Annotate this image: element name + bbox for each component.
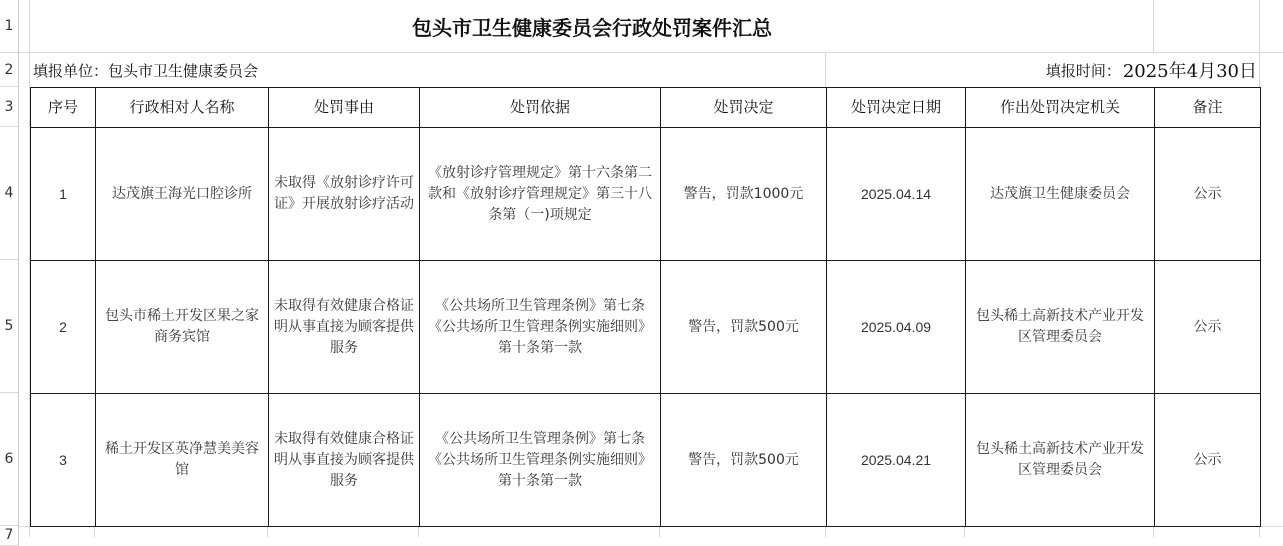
cases-table <box>30 87 1261 527</box>
row-header-6[interactable]: 6 <box>0 393 19 526</box>
cell-date[interactable]: 2025.04.14 <box>827 128 966 261</box>
cell-decision[interactable]: 警告，罚款1000元 <box>661 128 827 261</box>
table-row <box>31 261 1261 394</box>
gridline <box>1259 527 1260 537</box>
cell-reason[interactable]: 未取得《放射诊疗许可证》开展放射诊疗活动 <box>269 128 420 261</box>
cell-reason[interactable]: 未取得有效健康合格证明从事直接为顾客提供服务 <box>269 261 420 394</box>
row-header-4[interactable]: 4 <box>0 127 19 260</box>
table-row <box>31 128 1261 261</box>
cell-no[interactable]: 1 <box>31 128 96 261</box>
cell-remark[interactable]: 公示 <box>1155 128 1261 261</box>
cell-no[interactable]: 2 <box>31 261 96 394</box>
cell-basis[interactable]: 《公共场所卫生管理条例》第七条《公共场所卫生管理条例实施细则》第十条第一款 <box>420 394 661 527</box>
fill-time-cell[interactable] <box>1046 53 1257 87</box>
cell-remark[interactable]: 公示 <box>1155 394 1261 527</box>
cell-authority[interactable]: 包头稀土高新技术产业开发区管理委员会 <box>966 261 1155 394</box>
cell-date[interactable]: 2025.04.21 <box>827 394 966 527</box>
row-header-1[interactable]: 1 <box>0 0 19 53</box>
header-cell-remark[interactable]: 备注 <box>1155 88 1261 128</box>
cell-authority[interactable]: 达茂旗卫生健康委员会 <box>966 128 1155 261</box>
gridline <box>1259 0 1260 52</box>
row-header-3[interactable]: 3 <box>0 87 19 127</box>
gridline <box>659 527 660 537</box>
cell-authority[interactable]: 包头稀土高新技术产业开发区管理委员会 <box>966 394 1155 527</box>
gridline <box>825 53 826 87</box>
header-cell-date[interactable]: 处罚决定日期 <box>827 88 966 128</box>
gridline <box>964 527 965 537</box>
header-cell-decision[interactable]: 处罚决定 <box>661 88 827 128</box>
cell-decision[interactable]: 警告，罚款500元 <box>661 261 827 394</box>
fill-unit-cell[interactable]: 填报单位：包头市卫生健康委员会 <box>33 61 259 80</box>
cell-remark[interactable]: 公示 <box>1155 261 1261 394</box>
gridline <box>1153 527 1154 537</box>
header-cell-name[interactable]: 行政相对人名称 <box>96 88 269 128</box>
gridline <box>267 527 268 537</box>
row-header-5[interactable]: 5 <box>0 260 19 393</box>
cell-name[interactable]: 稀土开发区英净慧美美容馆 <box>96 394 269 527</box>
cell-basis[interactable]: 《公共场所卫生管理条例》第七条《公共场所卫生管理条例实施细则》第十条第一款 <box>420 261 661 394</box>
cell-date[interactable]: 2025.04.09 <box>827 261 966 394</box>
header-row <box>31 88 1261 128</box>
fill-time-value: 2025年4月30日 <box>1122 61 1257 82</box>
header-cell-basis[interactable]: 处罚依据 <box>420 88 661 128</box>
table-row <box>31 394 1261 527</box>
cell-basis[interactable]: 《放射诊疗管理规定》第十六条第二款和《放射诊疗管理规定》第三十八条第（一)项规定 <box>420 128 661 261</box>
cell-decision[interactable]: 警告，罚款500元 <box>661 394 827 527</box>
cell-name[interactable]: 达茂旗王海光口腔诊所 <box>96 128 269 261</box>
header-cell-reason[interactable]: 处罚事由 <box>269 88 420 128</box>
cell-reason[interactable]: 未取得有效健康合格证明从事直接为顾客提供服务 <box>269 394 420 527</box>
fill-time-label: 填报时间： <box>1045 61 1121 80</box>
gridline <box>94 527 95 537</box>
gridline <box>1259 53 1260 87</box>
cell-no[interactable]: 3 <box>31 394 96 527</box>
header-cell-authority[interactable]: 作出处罚决定机关 <box>966 88 1155 128</box>
cell-name[interactable]: 包头市稀土开发区果之家商务宾馆 <box>96 261 269 394</box>
header-cell-no[interactable]: 序号 <box>31 88 96 128</box>
gridline <box>825 527 826 537</box>
gridline <box>418 527 419 537</box>
row-header-7[interactable]: 7 <box>0 526 19 546</box>
sheet-title[interactable]: 包头市卫生健康委员会行政处罚案件汇总 <box>412 15 772 40</box>
row-header-2[interactable]: 2 <box>0 53 19 87</box>
